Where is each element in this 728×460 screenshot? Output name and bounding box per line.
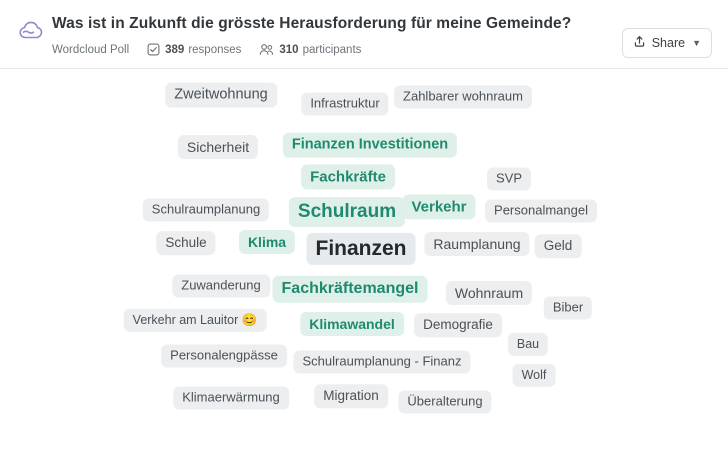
- responses-label: responses: [188, 43, 242, 56]
- wordcloud-word[interactable]: Zweitwohnung: [165, 83, 277, 108]
- wordcloud-word[interactable]: Bau: [508, 333, 548, 355]
- wordcloud-word[interactable]: Sicherheit: [178, 135, 258, 159]
- share-button[interactable]: [622, 28, 712, 58]
- wordcloud-word[interactable]: Schulraum: [289, 197, 405, 227]
- header-texts: [52, 14, 712, 56]
- share-upload-icon: [633, 35, 646, 51]
- wordcloud-word[interactable]: Überalterung: [398, 391, 491, 414]
- wordcloud-word[interactable]: Geld: [535, 234, 582, 258]
- wordcloud-word[interactable]: Biber: [544, 297, 592, 320]
- wordcloud-word[interactable]: SVP: [487, 168, 531, 191]
- wordcloud-word[interactable]: Fachkräfte: [301, 165, 395, 190]
- share-button-label: Share: [651, 36, 686, 50]
- wordcloud-word[interactable]: Verkehr: [402, 195, 475, 220]
- responses-count: 389: [165, 43, 185, 56]
- wordcloud-word[interactable]: Personalmangel: [485, 200, 597, 223]
- wordcloud-word[interactable]: Raumplanung: [424, 232, 529, 256]
- wordcloud-word[interactable]: Wolf: [513, 364, 556, 386]
- wordcloud: [0, 69, 728, 441]
- poll-meta: [52, 43, 712, 56]
- wordcloud-word[interactable]: Verkehr am Lauitor 😊: [124, 309, 267, 331]
- wordcloud-word[interactable]: Schulraumplanung - Finanz: [294, 351, 471, 374]
- wordcloud-word[interactable]: Wohnraum: [446, 281, 532, 305]
- wordcloud-word[interactable]: Finanzen: [306, 233, 415, 265]
- participants-label: participants: [302, 43, 362, 56]
- wordcloud-word[interactable]: Klimawandel: [300, 312, 404, 336]
- responses-meta: [147, 43, 241, 56]
- page-title: Was ist in Zukunft die grösste Herausforderung für meine Gemeinde?: [52, 15, 572, 32]
- wordcloud-word[interactable]: Zuwanderung: [172, 275, 270, 298]
- poll-header: [0, 0, 728, 69]
- wordcloud-word[interactable]: Infrastruktur: [301, 93, 388, 116]
- wordcloud-word[interactable]: Demografie: [414, 313, 502, 337]
- chevron-down-icon: ▼: [692, 38, 701, 48]
- checklist-icon: [147, 43, 160, 56]
- wordcloud-word[interactable]: Klimaerwärmung: [173, 387, 289, 410]
- wordcloud-word[interactable]: Schule: [156, 231, 215, 255]
- participants-count: 310: [279, 43, 299, 56]
- participants-meta: [259, 43, 361, 56]
- poll-type: [52, 44, 129, 56]
- wordcloud-word[interactable]: Schulraumplanung: [143, 199, 269, 222]
- poll-type-label: Wordcloud Poll: [52, 43, 130, 56]
- wordcloud-word[interactable]: Finanzen Investitionen: [283, 133, 457, 158]
- wordcloud-word[interactable]: Fachkräftemangel: [273, 276, 428, 302]
- cloud-icon: [16, 16, 46, 46]
- wordcloud-word[interactable]: Zahlbarer wohnraum: [394, 86, 532, 109]
- wordcloud-word[interactable]: Migration: [314, 384, 388, 408]
- wordcloud-word[interactable]: Personalengpässe: [161, 345, 287, 368]
- people-icon: [259, 43, 274, 56]
- wordcloud-word[interactable]: Klima: [239, 230, 295, 254]
